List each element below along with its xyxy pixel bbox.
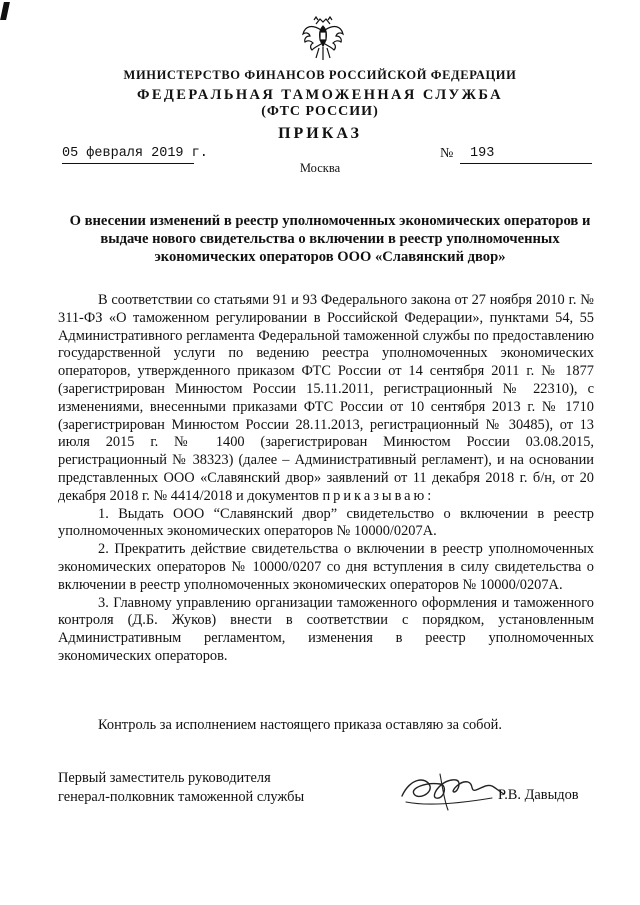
coat-of-arms-icon	[300, 16, 346, 64]
preamble-text: В соответствии со статьями 91 и 93 Федерального закона от 27 ноября 2010 г. № 311-ФЗ «О таможенном регулировании в Российской Федерации», пунктами 54, 55 Административного регламента Федеральной таможенной службы по предоставлению государственной услуги по ведению реестра уполномоченных экономических операторов, утвержденного приказом ФТС России от 14 сентября 2011 г. № 1877 (зарегистрирован Минюстом России 15.11.2011, регистрационный № 22310), с изменениями, внесенными приказами ФТС России от 10 сентября 2013 г. № 1710 (зарегистрирован Минюстом России 28.11.2013, регистрационный № 30485), от 13 июля 2015 г. № 1400 (зарегистрирован Минюстом России 03.08.2015, регистрационный № 38323) (далее – Административный регламент), и на основании представленных ООО «Славянский двор» заявлений от 11 декабря 2018 г. б/н, от 20 декабря 2018 г. № 4414/2018 и документов	[58, 292, 594, 504]
signatory-position	[58, 769, 304, 807]
control-statement: Контроль за исполнением настоящего приказа оставляю за собой.	[98, 717, 502, 733]
service-abbreviation: (ФТС РОССИИ)	[261, 104, 379, 119]
order-word: приказываю:	[322, 487, 435, 504]
service-name: ФЕДЕРАЛЬНАЯ ТАМОЖЕННАЯ СЛУЖБА	[136, 87, 503, 103]
handwritten-signature	[396, 770, 506, 816]
ministry-name: МИНИСТЕРСТВО ФИНАНСОВ РОССИЙСКОЙ ФЕДЕРАЦИИ	[123, 68, 517, 82]
order-body	[58, 292, 594, 666]
scan-corner-mark	[0, 2, 10, 20]
order-item-1: 1. Выдать ООО “Славянский двор” свидетельство о включении в реестр уполномоченных экономических операторов № 10000/0207А.	[58, 505, 594, 540]
order-date: 05 февраля 2019 г.	[62, 146, 208, 161]
order-number-sign: №	[440, 146, 454, 161]
order-item-2: 2. Прекратить действие свидетельства о включении в реестр уполномоченных экономических операторов № 10000/0207 со дня вступления в силу свидетельства о включении в реестр уполномоченных экономических операторов № 10000/0207А.	[58, 541, 594, 593]
city: Москва	[299, 161, 341, 175]
preamble-paragraph	[58, 292, 594, 506]
order-number: 193	[470, 146, 495, 161]
position-line-2: генерал-полковник таможенной службы	[58, 789, 305, 805]
position-line-1: Первый заместитель руководителя	[58, 770, 271, 786]
order-title: О внесении изменений в реестр уполномоченных экономических операторов и выдаче нового свидетельства о включении в реестр уполномоченных экономических операторов ООО «Славянский двор»	[69, 213, 591, 265]
document-type: ПРИКАЗ	[278, 125, 362, 142]
signer-name: Р.В. Давыдов	[498, 787, 579, 803]
order-item-3: 3. Главному управлению организации таможенного оформления и таможенного контроля (Д.Б. Жуков) внести в соответствии с порядком, установленным Административным регламентом, изменения в реестр уполномоченных экономических операторов.	[58, 594, 594, 664]
